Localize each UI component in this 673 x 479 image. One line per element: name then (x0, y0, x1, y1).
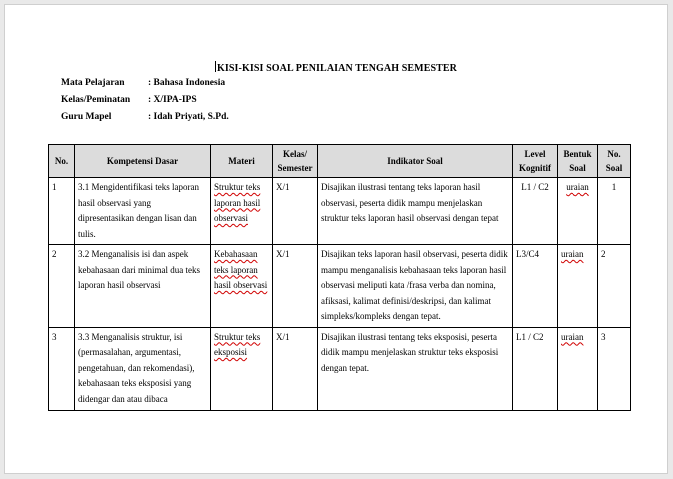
cell-materi: Struktur teks eksposisi (211, 327, 273, 410)
cell-level: L3/C4 (513, 245, 558, 328)
cell-materi: Struktur teks laporan hasil observasi (211, 178, 273, 245)
cell-level: L1 / C2 (513, 178, 558, 245)
header-level: Level Kognitif (513, 145, 558, 178)
cell-kd: 3.3 Menganalisis struktur, isi (permasalahan, argumentasi, pengetahuan, dan rekomendasi), kebahasaan teks eksposisi yang didengar dan atau dibaca (75, 327, 211, 410)
document-title: KISI-KISI SOAL PENILAIAN TENGAH SEMESTER (217, 63, 457, 74)
cell-indikator: Disajikan ilustrasi tentang teks eksposisi, peserta didik mampu menjelaskan struktur teks eksposisi dengan tepat. (318, 327, 513, 410)
document-page (4, 4, 668, 474)
meta-row-class (61, 95, 229, 112)
cell-no: 1 (49, 178, 75, 245)
cell-bentuk: uraian (558, 178, 598, 245)
table-header-row (49, 145, 631, 178)
meta-value: : X/IPA-IPS (148, 95, 197, 105)
header-indikator: Indikator Soal (318, 145, 513, 178)
cell-nosoal: 2 (598, 245, 631, 328)
cell-bentuk: uraian (558, 327, 598, 410)
cell-kd: 3.1 Mengidentifikasi teks laporan hasil observasi yang dipresentasikan dengan lisan dan tulis. (75, 178, 211, 245)
meta-label: Kelas/Peminatan (61, 95, 131, 105)
cell-materi: Kebahasaan teks laporan hasil observasi (211, 245, 273, 328)
cell-kelas: X/1 (273, 327, 318, 410)
meta-value: : Idah Priyati, S.Pd. (148, 112, 229, 122)
header-no: No. (49, 145, 75, 178)
cell-no: 2 (49, 245, 75, 328)
grid-table (48, 144, 631, 411)
cell-nosoal: 1 (598, 178, 631, 245)
table-row (49, 245, 631, 328)
header-bentuk: Bentuk Soal (558, 145, 598, 178)
table-row (49, 178, 631, 245)
meta-label: Guru Mapel (61, 112, 112, 122)
cell-level: L1 / C2 (513, 327, 558, 410)
cell-nosoal: 3 (598, 327, 631, 410)
cell-bentuk: uraian (558, 245, 598, 328)
table-row (49, 327, 631, 410)
header-nosoal: No. Soal (598, 145, 631, 178)
meta-row-subject (61, 78, 229, 95)
cell-indikator: Disajikan ilustrasi tentang teks laporan hasil observasi, peserta didik mampu menjelaskan struktur teks laporan hasil observasi dengan tepat (318, 178, 513, 245)
cell-indikator: Disajikan teks laporan hasil observasi, peserta didik mampu menganalisis kebahasaan teks laporan hasil observasi meliputi kata /frasa verba dan nomina, afiksasi, kalimat definisi/deskripsi, dan kalimat simpleks/kompleks dengan tepat. (318, 245, 513, 328)
header-kelas: Kelas/ Semester (273, 145, 318, 178)
document-title-line (5, 61, 667, 74)
header-materi: Materi (211, 145, 273, 178)
cell-no: 3 (49, 327, 75, 410)
meta-value: : Bahasa Indonesia (148, 78, 226, 88)
cell-kd: 3.2 Menganalisis isi dan aspek kebahasaan dari minimal dua teks laporan hasil observasi (75, 245, 211, 328)
cell-kelas: X/1 (273, 178, 318, 245)
meta-label: Mata Pelajaran (61, 78, 125, 88)
meta-row-teacher (61, 112, 229, 129)
document-meta (61, 78, 229, 129)
cell-kelas: X/1 (273, 245, 318, 328)
text-cursor (215, 61, 216, 72)
header-kompetensi: Kompetensi Dasar (75, 145, 211, 178)
